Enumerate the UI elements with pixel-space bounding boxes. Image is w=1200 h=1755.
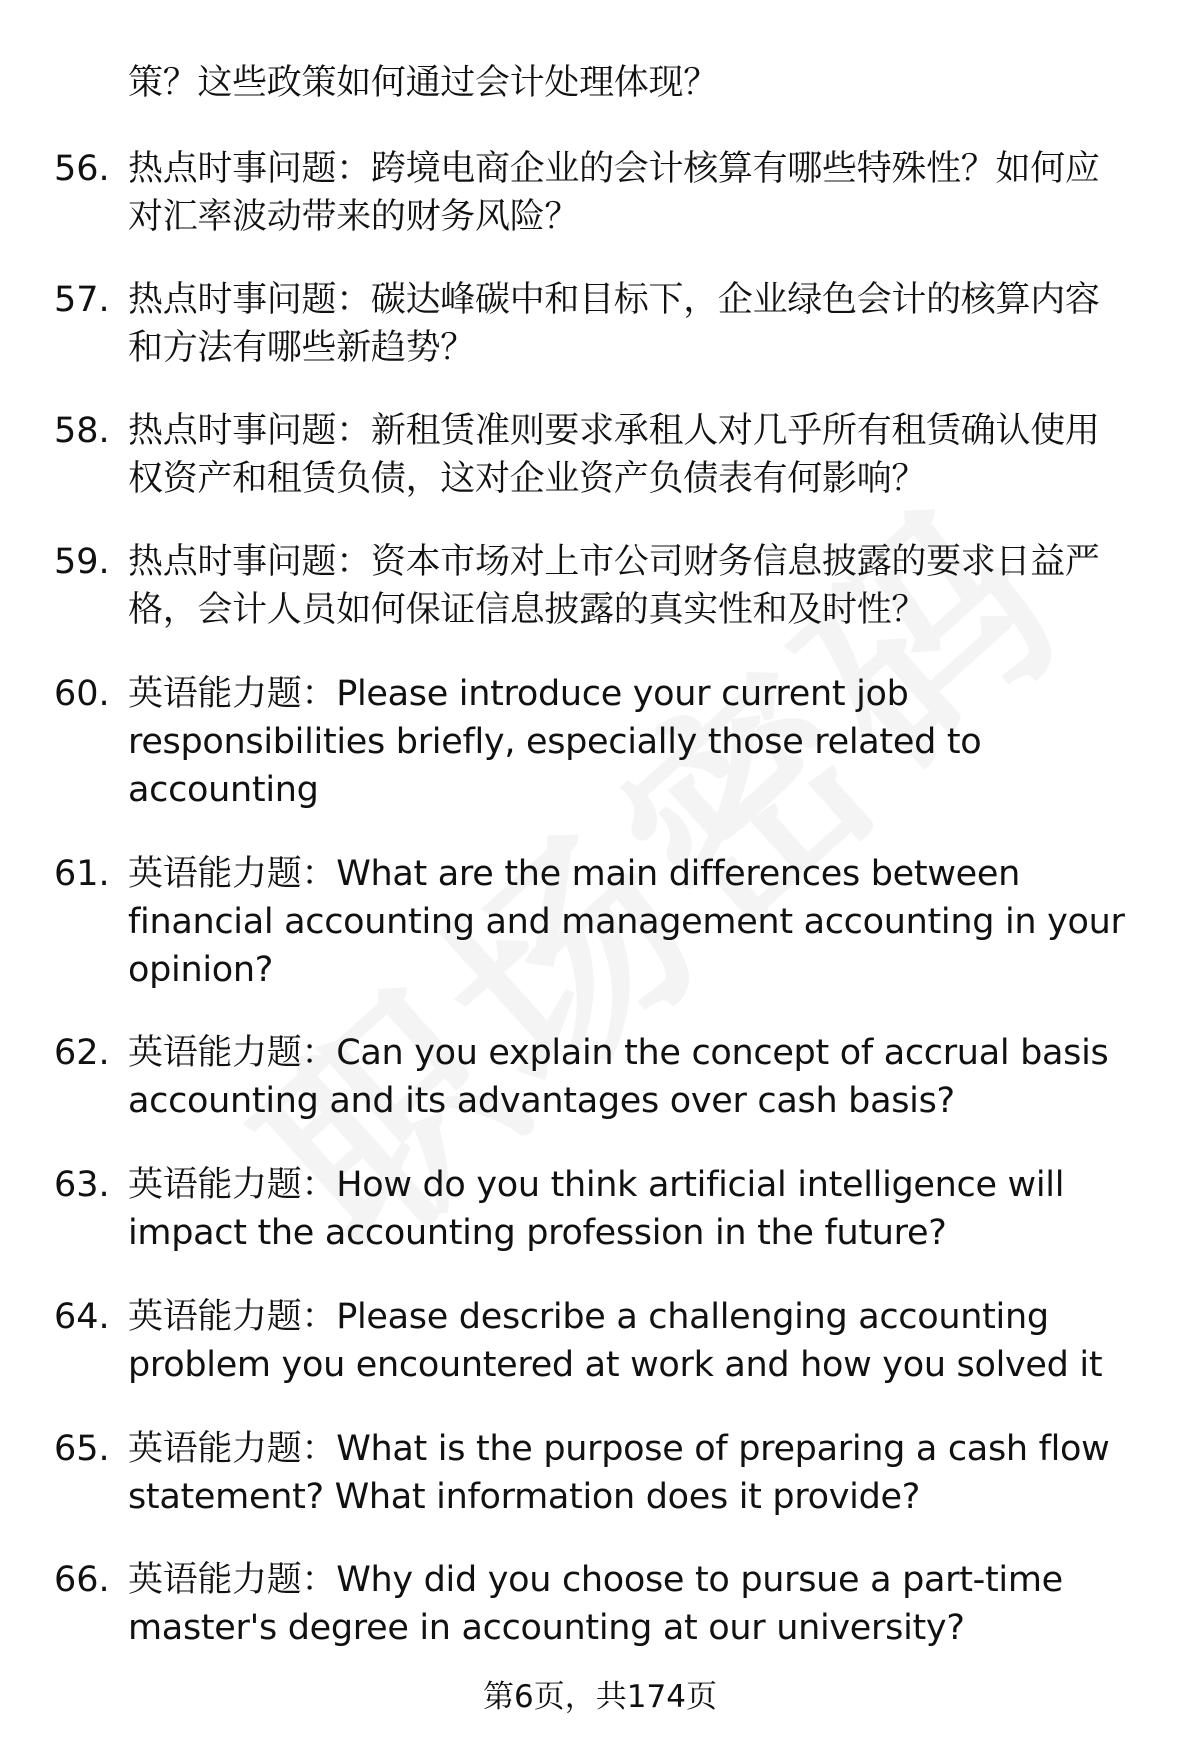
text-line: 对汇率波动带来的财务风险？ xyxy=(128,197,580,237)
question-text xyxy=(128,145,1148,241)
text-line: 热点时事问题：资本市场对上市公司财务信息披露的要求日益严 xyxy=(128,542,1100,582)
question-text xyxy=(128,850,1148,994)
question-text xyxy=(128,538,1148,634)
text-line: accounting and its advantages over cash basis? xyxy=(128,1081,955,1121)
text-line: financial accounting and management accounting in your xyxy=(128,902,1125,942)
question-text xyxy=(128,1293,1148,1389)
text-line: accounting xyxy=(128,770,319,810)
question-text xyxy=(128,1556,1148,1652)
question-number: 57. xyxy=(54,280,110,320)
question-number: 56. xyxy=(54,149,110,189)
text-line: 英语能力题：How do you think artificial intelligence will xyxy=(128,1165,1065,1205)
question-number: 65. xyxy=(54,1429,110,1469)
question-number: 63. xyxy=(54,1165,110,1205)
question-text xyxy=(128,276,1148,372)
text-line: 英语能力题：Why did you choose to pursue a part-time xyxy=(128,1560,1063,1600)
text-line: impact the accounting profession in the future? xyxy=(128,1213,947,1253)
question-number: 62. xyxy=(54,1033,110,1073)
text-line: 英语能力题：Can you explain the concept of accrual basis xyxy=(128,1033,1109,1073)
question-number: 61. xyxy=(54,854,110,894)
question-text xyxy=(128,407,1148,503)
question-number: 66. xyxy=(54,1560,110,1600)
text-line: statement? What information does it provide? xyxy=(128,1477,921,1517)
text-line: 和方法有哪些新趋势？ xyxy=(128,328,476,368)
question-text xyxy=(128,1425,1148,1521)
text-line: 英语能力题：What is the purpose of preparing a cash flow xyxy=(128,1429,1110,1469)
question-text xyxy=(128,670,1148,814)
text-line: responsibilities briefly, especially those related to xyxy=(128,722,982,762)
text-line: problem you encountered at work and how you solved it xyxy=(128,1345,1103,1385)
page-footer: 第6页，共174页 xyxy=(483,1679,717,1715)
text-line: 热点时事问题：新租赁准则要求承租人对几乎所有租赁确认使用 xyxy=(128,411,1100,451)
text-line: 权资产和租赁负债，这对企业资产负债表有何影响？ xyxy=(128,459,927,499)
text-line: 英语能力题：What are the main differences between xyxy=(128,854,1020,894)
question-text xyxy=(128,1029,1148,1125)
text-line: 英语能力题：Please describe a challenging accounting xyxy=(128,1297,1049,1337)
question-number: 60. xyxy=(54,674,110,714)
question-number: 58. xyxy=(54,411,110,451)
text-line: master's degree in accounting at our university? xyxy=(128,1608,965,1648)
text-line: 策？这些政策如何通过会计处理体现？ xyxy=(128,63,718,103)
question-number: 59. xyxy=(54,542,110,582)
text-line: 热点时事问题：碳达峰碳中和目标下，企业绿色会计的核算内容 xyxy=(128,280,1100,320)
text-line: opinion? xyxy=(128,950,274,990)
text-line: 格，会计人员如何保证信息披露的真实性和及时性？ xyxy=(128,590,927,630)
text-line: 英语能力题：Please introduce your current job xyxy=(128,674,909,714)
question-number: 64. xyxy=(54,1297,110,1337)
text-line: 热点时事问题：跨境电商企业的会计核算有哪些特殊性？如何应 xyxy=(128,149,1100,189)
question-text xyxy=(128,1161,1148,1257)
